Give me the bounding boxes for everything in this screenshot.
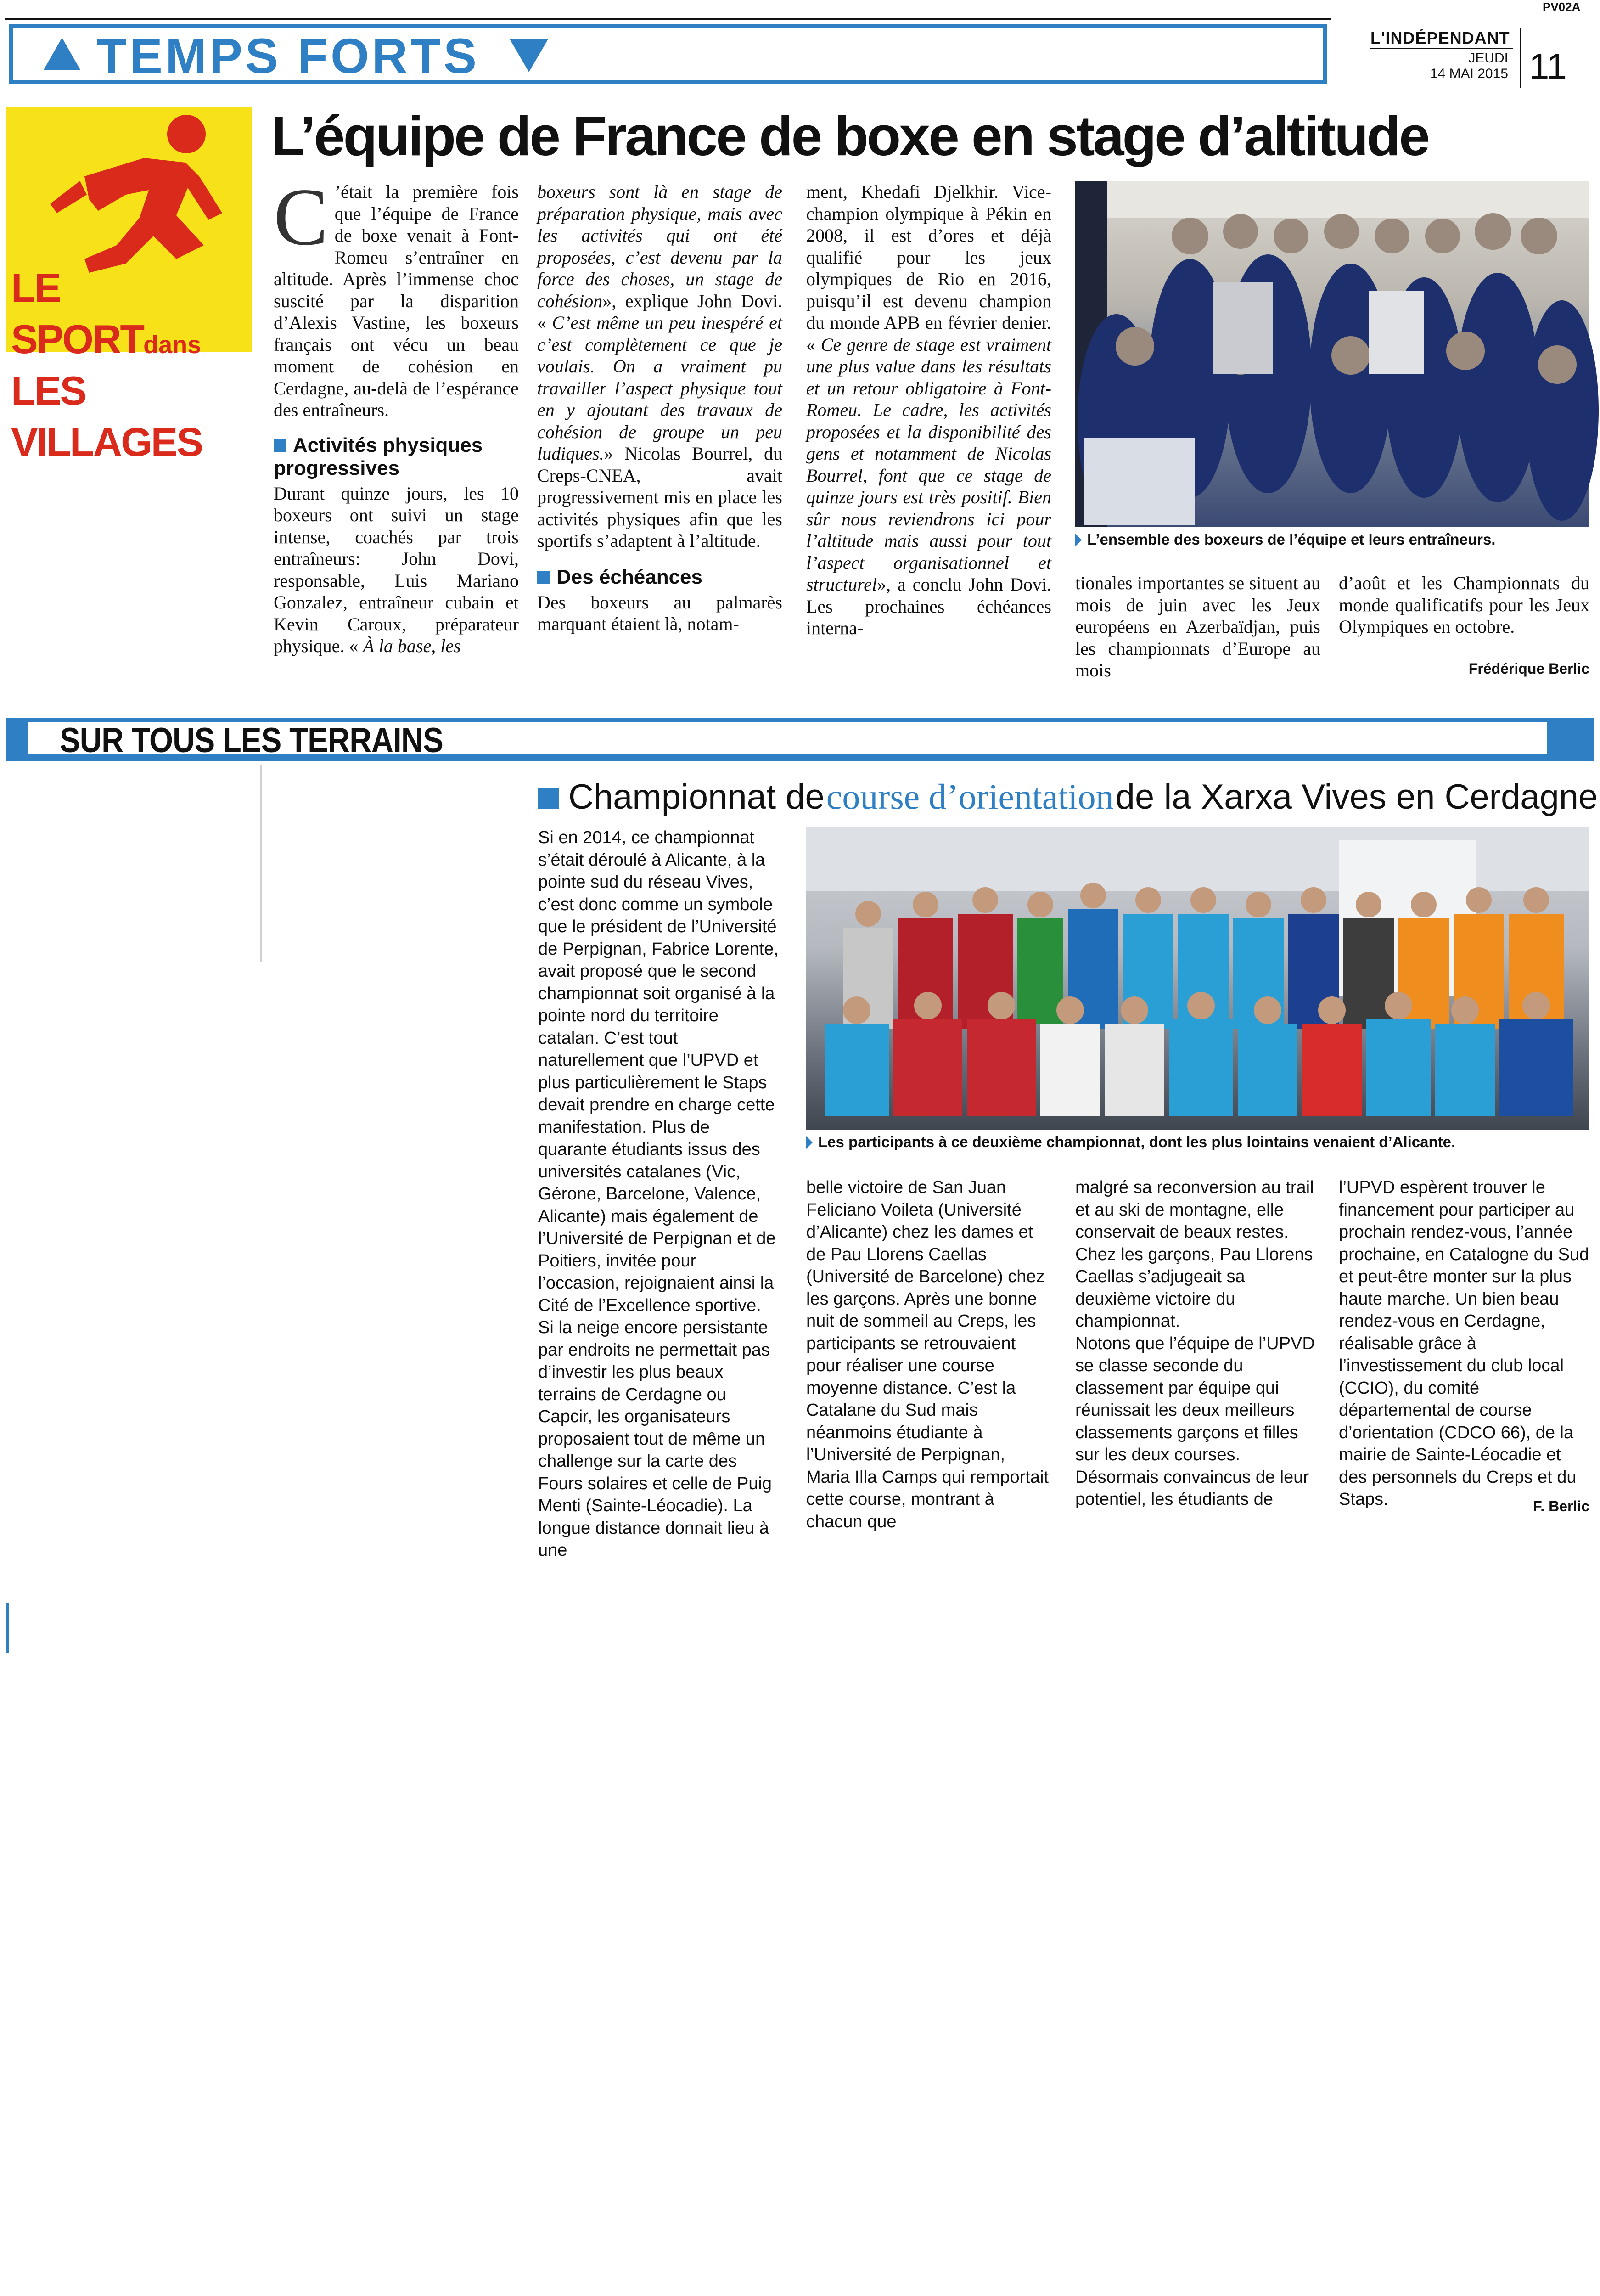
article2-title bbox=[538, 776, 1598, 827]
square-icon bbox=[538, 788, 559, 809]
header-rule bbox=[1370, 48, 1513, 49]
square-icon bbox=[537, 571, 550, 584]
article1-quote2: C’est même un peu inespéré et c’est complètement ce que je voulais. On a vraiment pu travailler l’aspect physique tout en y ajoutant des travaux de cohésion de groupe un peu ludiques. bbox=[537, 312, 782, 464]
article1-subhead1-box bbox=[274, 434, 519, 480]
caption-marker-icon bbox=[1075, 534, 1082, 546]
page-code: PV02A bbox=[1543, 0, 1581, 14]
header-left-rule bbox=[5, 18, 1331, 20]
triangle-down-icon bbox=[510, 39, 548, 72]
header-vline bbox=[1520, 28, 1521, 88]
article1-col2 bbox=[537, 181, 782, 635]
boxing-team-photo bbox=[1075, 181, 1589, 527]
article2-col2: belle victoire de San Juan Feliciano Voileta (Université d’Alicante) chez les dames et de Pau Llorens Caellas (Université de Barcelone) chez les garçons. Après une bonne nuit de sommeil au Creps, les participants se retrouvaient pour réaliser une course moyenne distance. C’est la Catalane du Sud mais néanmoins étudiante à l’Université de Perpignan, Maria Illa Camps qui remportait cette course, montrant à chacun que bbox=[806, 1178, 1049, 1531]
article2-title-part2: course d’orientation bbox=[826, 777, 1114, 816]
article1-col4: tionales importantes se situent au mois de juin avec les Jeux européens en Azerbaïdjan, puis les championnats d’Europe au mois bbox=[1075, 573, 1320, 681]
participants-illustration bbox=[806, 827, 1589, 1130]
page-number: 11 bbox=[1529, 46, 1567, 87]
article1-col2-text2: » Nicolas Bourrel, du Creps-CNEA, avait progressivement mis en place les activités physiques afin que les sportifs s’adaptent à l’altitude. bbox=[537, 443, 782, 551]
boxing-photo-caption bbox=[1075, 531, 1589, 548]
article1-col1 bbox=[274, 171, 519, 657]
article1-col1-italic: À la base, les bbox=[363, 636, 461, 656]
article2-col3 bbox=[1075, 1176, 1319, 1511]
article1-col1-body: Durant quinze jours, les 10 boxeurs ont suivi un stage intense, coachés par trois entraîneurs: John Dovi, responsable, Luis Mariano Gonzalez, entraîneur cubain et Kevin Caroux, préparateur physique. « bbox=[274, 483, 519, 656]
logo-line1: LE SPORT bbox=[11, 265, 144, 362]
article1-col3-text1: ment, Khedafi Djelkhir. Vice-champion olympique à Pékin en 2008, il est d’ores et déjà qualifié pour les jeux olympiques de Rio en 2016, puisqu’il est devenu champion du monde APB en février denier. « bbox=[806, 181, 1051, 355]
boxing-caption-text: L’ensemble des boxeurs de l’équipe et leurs entraîneurs. bbox=[1087, 531, 1496, 548]
orientation-caption-text: Les participants à ce deuxième championnat, dont les plus lointains venaient d’Alicante. bbox=[818, 1133, 1456, 1150]
header-day: JEUDI bbox=[1468, 51, 1508, 66]
article1-col2-body3: Des boxeurs au palmarès marquant étaient là, notam- bbox=[537, 591, 782, 634]
article2-col4: l’UPVD espèrent trouver le financement pour participer au prochain rendez-vous, l’année prochaine, en Catalogne du Sud et peut-être monter sur la plus haute marche. Un bien beau rendez-vous en Cerdagne, réalisable grâce à l’investissement du club local (CCIO), du comité départemental de course d’orientation (CDCO 66), de la mairie de Sainte-Léocadie et des personnels du Creps et du Staps. bbox=[1339, 1178, 1589, 1509]
section2-title: SUR TOUS LES TERRAINS bbox=[60, 721, 443, 760]
article1-col5: d’août et les Championnats du monde qualificatifs pour les Jeux Olympiques en octobre. bbox=[1339, 573, 1589, 637]
article1-quote3: Ce genre de stage est vraiment une plus value dans les résultats et un retour obligatoire à Font-Romeu. Le cadre, les activités proposées et la disponibilité des gens et notamment de Nicolas Bourrel, font que ce stage de quinze jours est très positif. Bien sûr nous reviendrons ici pour l’altitude mais aussi pour tout l’aspect organisationnel et structurel bbox=[806, 334, 1051, 595]
article1-lead: ’était la première fois que l’équipe de France de boxe venait à Font-Romeu s’entraîner en altitude. Après l’immense choc suscité par la disparition d’Alexis Vastine, les boxeurs français ont vécu un beau moment de cohésion en Cerdagne, au-delà de l’espérance des entraîneurs. bbox=[274, 181, 519, 420]
logo-line2: LES VILLAGES bbox=[11, 368, 202, 465]
article2-title-part1: Championnat de bbox=[568, 777, 825, 816]
boxers-illustration bbox=[1075, 181, 1589, 527]
article1-col3-text2: », a conclu John Dovi. Les prochaines échéances interna- bbox=[806, 574, 1051, 638]
article1-subhead1: Activités physiques progressives bbox=[274, 433, 483, 479]
orientation-photo-caption bbox=[806, 1133, 1589, 1151]
article1-quote1: boxeurs sont là en stage de préparation physique, mais avec les activités qui ont été proposées, c’est devenu par la force des choses, un stage de cohésion bbox=[537, 181, 782, 311]
article2-col1-p2: Si la neige encore persistante par endroits ne permettait pas d’investir les plus beaux terrains de Cerdagne ou Capcir, les organisateurs proposaient tout de même un challenge sur la carte des Fours solaires et celle de Puig Menti (Sainte-Léocadie). La longue distance donnait lieu à une bbox=[538, 1318, 772, 1560]
article2-col1-p1: Si en 2014, ce championnat s’était déroulé à Alicante, à la pointe sud du réseau Vives, c’est donc comme un symbole que le président de l’Université de Perpignan, Fabrice Lorente, avait proposé que le second championnat soit organisé à la pointe nord du territoire catalan. C’est tout naturellement que l’UPVD et plus particulièrement le Staps devait prendre en charge cette manifestation. Plus de quarante étudiants issus des universités catalanes (Vic, Gérone, Barcelone, Valence, Alicante) mais également de l’Université de Perpignan et de Poitiers, invitée pour l’occasion, rejoignaient ainsi la Cité de l’Excellence sportive. bbox=[538, 828, 779, 1315]
section-title: TEMPS FORTS bbox=[96, 28, 480, 84]
dropcap: C bbox=[274, 171, 328, 262]
empty-column-rule bbox=[260, 765, 262, 962]
article1-author: Frédérique Berlic bbox=[1468, 660, 1589, 677]
article2-author: F. Berlic bbox=[1533, 1498, 1589, 1514]
margin-marker bbox=[6, 1603, 9, 1653]
logo-line1b: dans bbox=[143, 331, 202, 359]
square-icon bbox=[274, 439, 286, 452]
orientation-team-photo bbox=[806, 827, 1589, 1130]
article1-title: L’équipe de France de boxe en stage d’altitude bbox=[271, 105, 1428, 167]
header-date: 14 MAI 2015 bbox=[1430, 66, 1508, 81]
article1-col2-text1: », explique John Dovi. « bbox=[537, 290, 782, 333]
article2-col3-p1: malgré sa reconversion au trail et au ski de montagne, elle conservait de beaux restes. Chez les garçons, Pau Llorens Caellas s’adjugeait sa deuxième victoire du championnat. bbox=[1075, 1178, 1314, 1331]
article2-title-part3: de la Xarxa Vives en Cerdagne bbox=[1115, 777, 1598, 816]
article1-subhead2-box bbox=[537, 566, 782, 589]
article2-col3-p2: Notons que l’équipe de l’UPVD se classe seconde du classement par équipe qui réunissait les deux meilleurs classements garçons et filles sur les deux courses. Désormais convaincus de leur potentiel, les étudiants de bbox=[1075, 1334, 1315, 1509]
newspaper-name: L'INDÉPENDANT bbox=[1370, 28, 1510, 47]
article1-col3 bbox=[806, 181, 1051, 639]
caption-marker-icon bbox=[806, 1136, 813, 1149]
article2-col1 bbox=[538, 827, 781, 1562]
triangle-up-icon bbox=[44, 38, 80, 70]
article1-subhead2: Des échéances bbox=[556, 565, 702, 588]
sport-villages-logo bbox=[6, 107, 252, 465]
